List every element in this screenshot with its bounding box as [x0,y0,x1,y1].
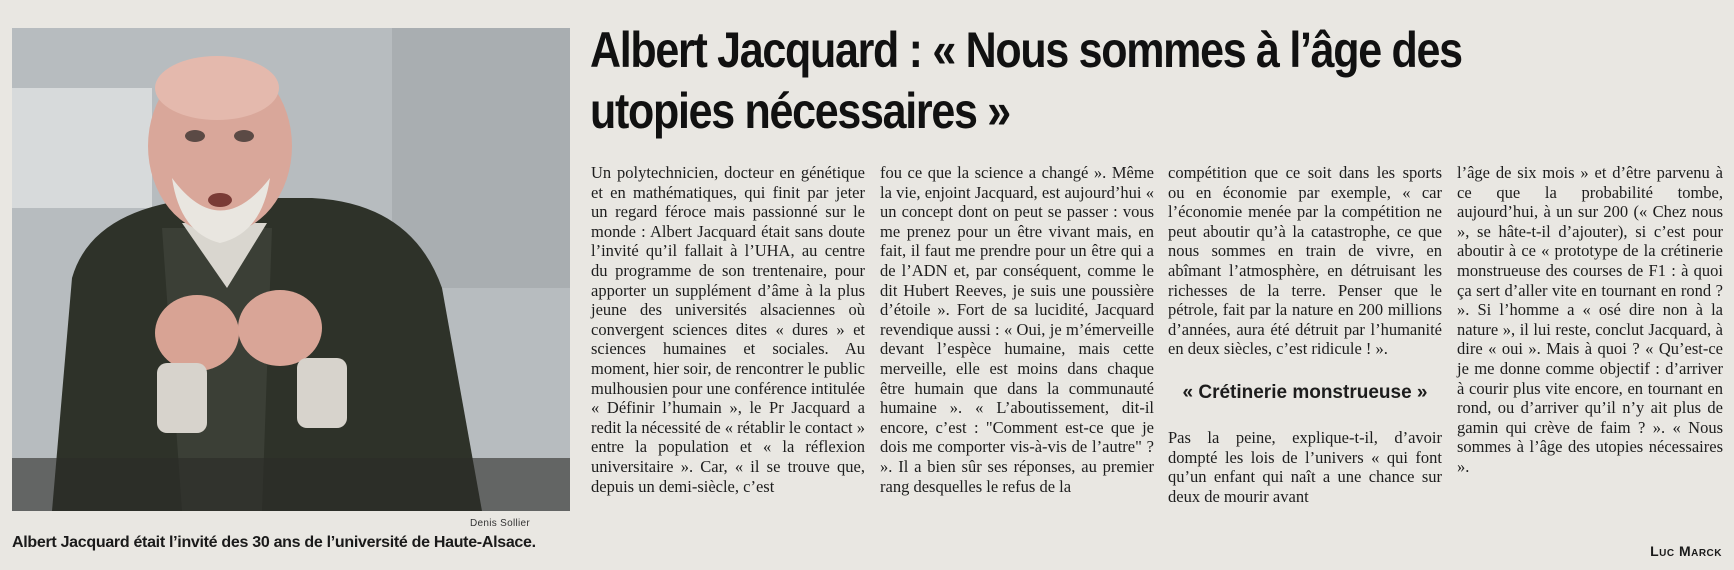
photo-credit: Denis Sollier [470,518,531,529]
article-column-1 [591,163,865,496]
section-subhead: « Crétinerie monstrueuse » [1182,381,1428,403]
column-1-text: Un polytechnicien, docteur en génétique et en mathématiques, qui finit par jeter un regard féroce mais passionné sur le monde : Albert Jacquard était sans doute l’invité qu’il fallait à l’UHA, au centre du programme de son trentenaire, pour apporter un supplément d’âme à la plus jeune des universités alsaciennes où convergent sciences dites « dures » et sciences humaines et sociales. Au moment, hier soir, de rencontrer le public mulhousien pour une conférence intitulée « Définir l’humain », le Pr Jacquard a redit la nécessité de « rétablir le contact » entre la population et « la réflexion universitaire ». Car, « il se trouve que, depuis un demi-siècle, c’est [591,163,865,496]
column-4-text: l’âge de six mois » et d’être parvenu à ce que la probabilité tombe, aujourd’hui, à un sur 200 (« Chez nous », se hâte-t-il d’ajouter), si c’est pour aboutir à ce « prototype de la crétinerie monstrueuse des courses de F1 : à quoi ça sert d’aller vite en tournant en rond ? ». Si l’homme a « osé dire non à la nature », il lui reste, conclut Jacquard, à dire « oui ». Mais à quoi ? « Qu’est-ce je me donne comme objectif : d’arriver à courir plus vite encore, en tournant en rond, ou d’arriver qu’il n’y ait plus de gamin qui crève de faim ? ». « Nous sommes à l’âge des utopies nécessaires ». [1457,163,1723,476]
article-column-3 [1168,163,1442,506]
photo-caption: Albert Jacquard était l’invité des 30 ans de l’université de Haute-Alsace. [12,534,536,551]
article-photo [12,28,570,511]
article-column-2 [880,163,1154,496]
author-byline: Luc Marck [1650,543,1722,559]
portrait-illustration [12,28,570,511]
column-3-text-bottom: Pas la peine, explique-t-il, d’avoir dompté les lois de l’univers « qui font qu’un enfant qui naît a une chance sur deux de mourir avant [1168,427,1442,506]
article-headline: Albert Jacquard : « Nous sommes à l’âge des utopies nécessaires » [590,22,1462,139]
article-column-4 [1457,163,1723,477]
column-2-text: fou ce que la science a changé ». Même la vie, enjoint Jacquard, est aujourd’hui « un concept dont on peut se passer : vous me prenez pour un être vivant mais, en fait, il faut me prendre pour un être qui a de l’ADN et, par conséquent, comme le dit Hubert Reeves, je suis une poussière d’étoile ». Fort de sa lucidité, Jacquard revendique aussi : « Oui, je m’émerveille devant l’espèce humaine, mais cette merveille, elle est moins dans chaque être humain que dans la communauté humaine ». « L’aboutissement, dit-il encore, c’est : "Comment est-ce que je dois me comporter vis-à-vis de l’autre" ? ». Il a bien sûr ses réponses, au premier rang desquelles le refus de la [880,163,1154,496]
column-3-text-top: compétition que ce soit dans les sports ou en économie par exemple, « car l’économie menée par la compétition ne peut aboutir qu’à la catastrophe, ce que nous sommes en train de vivre, en abîmant l’atmosphère, en détruisant les richesses de la terre. Penser que le pétrole, fait par la nature en 200 millions d’années, aura été détruit par l’humanité en deux siècles, c’est ridicule ! ». [1168,163,1442,359]
